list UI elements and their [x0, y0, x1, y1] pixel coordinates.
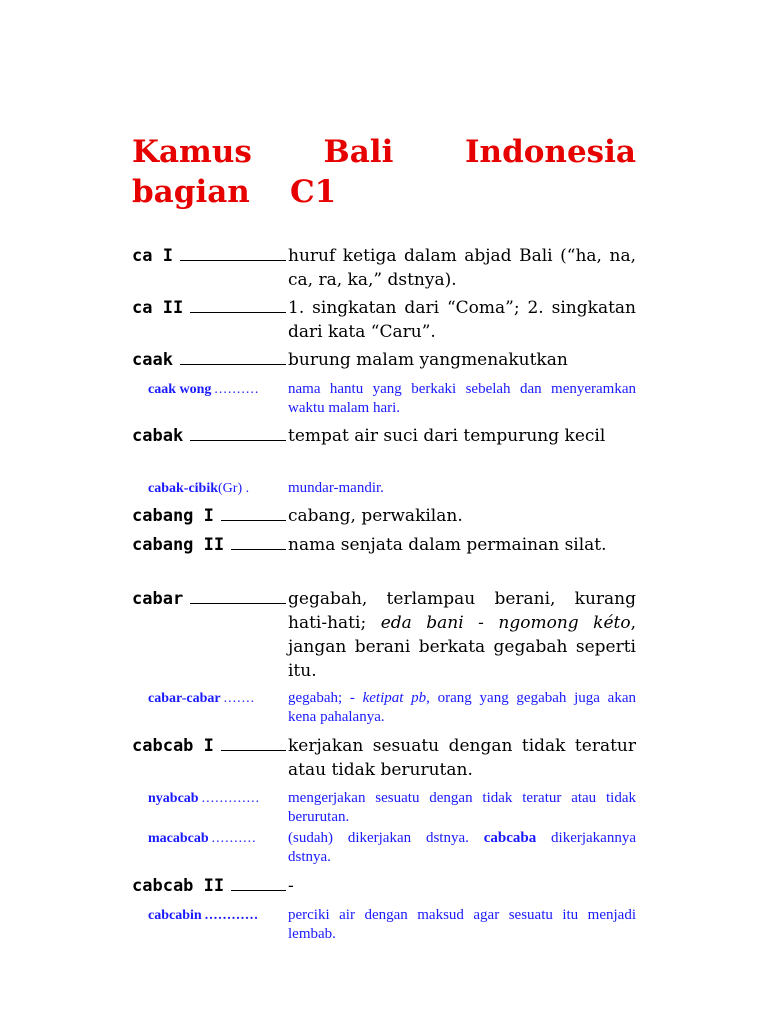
derived-word: cabcaba: [483, 830, 537, 846]
definition: -: [288, 876, 294, 896]
sub-headword: cabar-cabar .......: [148, 691, 256, 706]
headword: cabcab I: [132, 734, 286, 758]
sub-definition: gegabah; - ketipat pb, orang yang gegabah juga akan kena pahalanya.: [288, 690, 636, 725]
headword: cabang II: [132, 533, 286, 557]
definition: tempat air suci dari tempurung kecil: [288, 426, 606, 446]
headword: ca I: [132, 244, 286, 268]
sub-headword: macabcab ..........: [148, 831, 257, 846]
leader-line: [231, 535, 286, 550]
page-title-line2: C1: [290, 174, 337, 210]
headword: cabak: [132, 424, 286, 448]
sub-definition: nama hantu yang berkaki sebelah dan menyeramkan waktu malam hari.: [288, 381, 636, 416]
definition: gegabah, terlampau berani, kurang hati-hati; eda bani - ngomong kéto, jangan berani berkata gegabah seperti itu.: [288, 589, 636, 681]
headword: ca II: [132, 296, 286, 320]
headword: cabar: [132, 587, 286, 611]
example-phrase: eda bani - ngomong kéto: [380, 613, 631, 633]
definition: huruf ketiga dalam abjad Bali (“ha, na, ca, ra, ka,” dstnya).: [288, 246, 636, 290]
sub-headword: caak wong ..........: [148, 382, 260, 397]
leader-line: [190, 298, 286, 313]
example-phrase: ketipat pb: [362, 690, 427, 706]
leader-line: [231, 876, 286, 891]
sub-definition: mundar-mandir.: [288, 480, 384, 496]
sub-definition: mengerjakan sesuatu dengan tidak teratur atau tidak berurutan.: [288, 790, 636, 825]
leader-line: [180, 246, 286, 261]
definition: cabang, perwakilan.: [288, 506, 463, 526]
definition: nama senjata dalam permainan silat.: [288, 535, 607, 555]
headword: cabang I: [132, 504, 286, 528]
sub-definition: (sudah) dikerjakan dstnya. cabcaba dikerjakannya dstnya.: [288, 830, 636, 865]
leader-line: [190, 426, 286, 441]
leader-line: [180, 350, 286, 365]
headword: caak: [132, 348, 286, 372]
definition: burung malam yangmenakutkan: [288, 350, 568, 370]
page-title: Kamus Bali Indonesia bagian: [132, 134, 636, 210]
sub-headword: nyabcab .............: [148, 791, 261, 806]
sub-definition: perciki air dengan maksud agar sesuatu itu menjadi lembab.: [288, 907, 636, 942]
sub-headword: cabcabin ............: [148, 908, 259, 923]
definition: 1. singkatan dari “Coma”; 2. singkatan dari kata “Caru”.: [288, 298, 636, 342]
leader-line: [221, 736, 286, 751]
sub-headword: cabak-cibik (Gr) .: [148, 481, 250, 496]
leader-line: [221, 506, 286, 521]
definition: kerjakan sesuatu dengan tidak teratur atau tidak berurutan.: [288, 736, 636, 780]
headword: cabcab II: [132, 874, 286, 898]
leader-line: [190, 589, 286, 604]
